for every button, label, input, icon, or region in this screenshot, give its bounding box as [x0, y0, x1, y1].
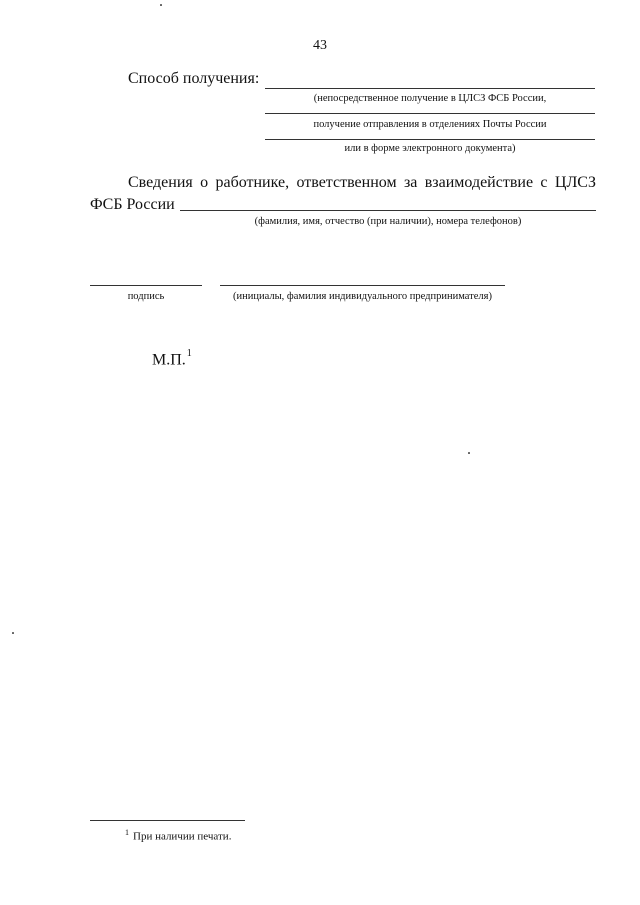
employee-word: за	[403, 174, 418, 191]
employee-word: работнике,	[215, 174, 290, 191]
employee-word: взаимодействие	[424, 174, 534, 191]
employee-info-line	[128, 173, 596, 193]
employee-field-hint: (фамилия, имя, отчество (при наличии), номера телефонов)	[254, 216, 522, 227]
scan-speck	[160, 4, 162, 6]
stamp-footnote-ref: 1	[186, 348, 192, 359]
employee-word: ЦЛСЗ	[554, 174, 596, 191]
signature-hint: подпись	[127, 291, 165, 302]
employee-word: с	[540, 174, 548, 191]
stamp-label: М.П.	[152, 351, 186, 369]
receipt-method-field-line-2[interactable]	[265, 113, 595, 114]
footnote-separator	[90, 820, 245, 821]
receipt-method-field-line-3[interactable]	[265, 139, 595, 140]
page-number: 43	[313, 38, 327, 53]
scan-speck	[12, 632, 14, 634]
receipt-method-field-line[interactable]	[265, 88, 595, 89]
footnote	[125, 826, 231, 844]
entrepreneur-name-field-line[interactable]	[220, 285, 505, 286]
footnote-number: 1	[125, 828, 129, 837]
receipt-option-post: получение отправления в отделениях Почты России	[313, 119, 547, 130]
employee-word: Сведения	[128, 174, 193, 191]
employee-word: ответственном	[296, 174, 397, 191]
employee-word: о	[200, 174, 209, 191]
signature-field-line[interactable]	[90, 285, 202, 286]
stamp-placeholder	[152, 350, 192, 369]
employee-org-label: ФСБ России	[90, 196, 175, 213]
employee-field-line[interactable]	[180, 210, 596, 211]
scan-speck	[468, 452, 470, 454]
receipt-method-label: Способ получения:	[128, 70, 260, 87]
entrepreneur-name-hint: (инициалы, фамилия индивидуального предпринимателя)	[233, 291, 492, 302]
footnote-text: При наличии печати.	[133, 830, 232, 843]
receipt-option-electronic: или в форме электронного документа)	[344, 143, 516, 154]
receipt-option-direct: (непосредственное получение в ЦЛСЗ ФСБ России,	[313, 93, 547, 104]
